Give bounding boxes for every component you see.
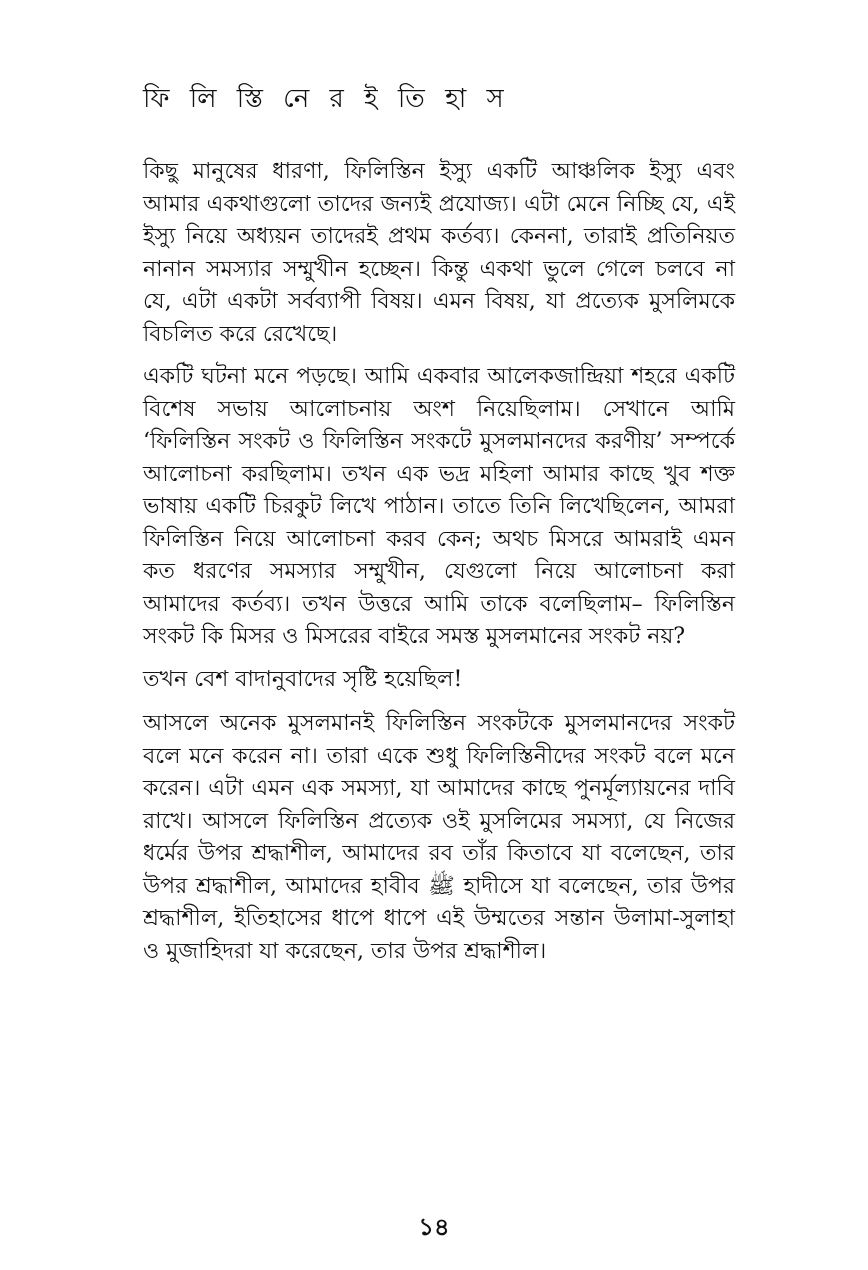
page-number: ১৪ xyxy=(418,1212,450,1241)
running-header-title: ফি লি স্তি নে র ই তি হা স xyxy=(143,84,510,114)
paragraph: একটি ঘটনা মনে পড়ছে। আমি একবার আলেকজান্দ্রিয়া শহরে একটি বিশেষ সভায় আলোচনায় অংশ নিয়েছিলাম। সেখানে আমি ‘ফিলিস্তিন সংকট ও ফিলিস্তিন সংকটে মুসলমানদের করণীয়’ সম্পর্কে আলোচনা করছিলাম। তখন এক ভদ্র মহিলা আমার কাছে খুব শক্ত ভাষায় একটি চিরকুট লিখে পাঠান। তাতে তিনি লিখেছিলেন, আমরা ফিলিস্তিন নিয়ে আলোচনা করব কেন; অথচ মিসরে আমরাই এমন কত ধরণের সমস্যার সম্মুখীন, যেগুলো নিয়ে আলোচনা করা আমাদের কর্তব্য। তখন উত্তরে আমি তাকে বলেছিলাম– ফিলিস্তিন সংকট কি মিসর ও মিসরের বাইরে সমস্ত মুসলমানের সংকট নয়? xyxy=(143,364,735,649)
paragraph: আসলে অনেক মুসলমানই ফিলিস্তিন সংকটকে মুসলমানদের সংকট বলে মনে করেন না। তারা একে শুধু ফিলিস্তিনীদের সংকট বলে মনে করেন। এটা এমন এক সমস্যা, যা আমাদের কাছে পুনর্মূল্যায়নের দাবি রাখে। আসলে ফিলিস্তিন প্রত্যেক ওই মুসলিমের সমস্যা, যে নিজের ধর্মের উপর শ্রদ্ধাশীল, আমাদের রব তাঁর কিতাবে যা বলেছেন, তার উপর শ্রদ্ধাশীল, আমাদের হাবীব ﷺ হাদীসে যা বলেছেন, তার উপর শ্রদ্ধাশীল, ইতিহাসের ধাপে ধাপে এই উম্মতের সন্তান উলামা-সুলাহা ও মুজাহিদরা যা করেছেন, তার উপর শ্রদ্ধাশীল। xyxy=(143,711,735,964)
body-text xyxy=(143,156,735,978)
paragraph: তখন বেশ বাদানুবাদের সৃষ্টি হয়েছিল! xyxy=(143,666,463,692)
paragraph: কিছু মানুষের ধারণা, ফিলিস্তিন ইস্যু একটি আঞ্চলিক ইস্যু এবং আমার একথাগুলো তাদের জন্যই প্রযোজ্য। এটা মেনে নিচ্ছি যে, এই ইস্যু নিয়ে অধ্যয়ন তাদেরই প্রথম কর্তব্য। কেননা, তারাই প্রতিনিয়ত নানান সমস্যার সম্মুখীন হচ্ছেন। কিন্তু একথা ভুলে গেলে চলবে না যে, এটা একটা সর্বব্যাপী বিষয়। এমন বিষয়, যা প্রত্যেক মুসলিমকে বিচলিত করে রেখেছে। xyxy=(143,159,735,347)
